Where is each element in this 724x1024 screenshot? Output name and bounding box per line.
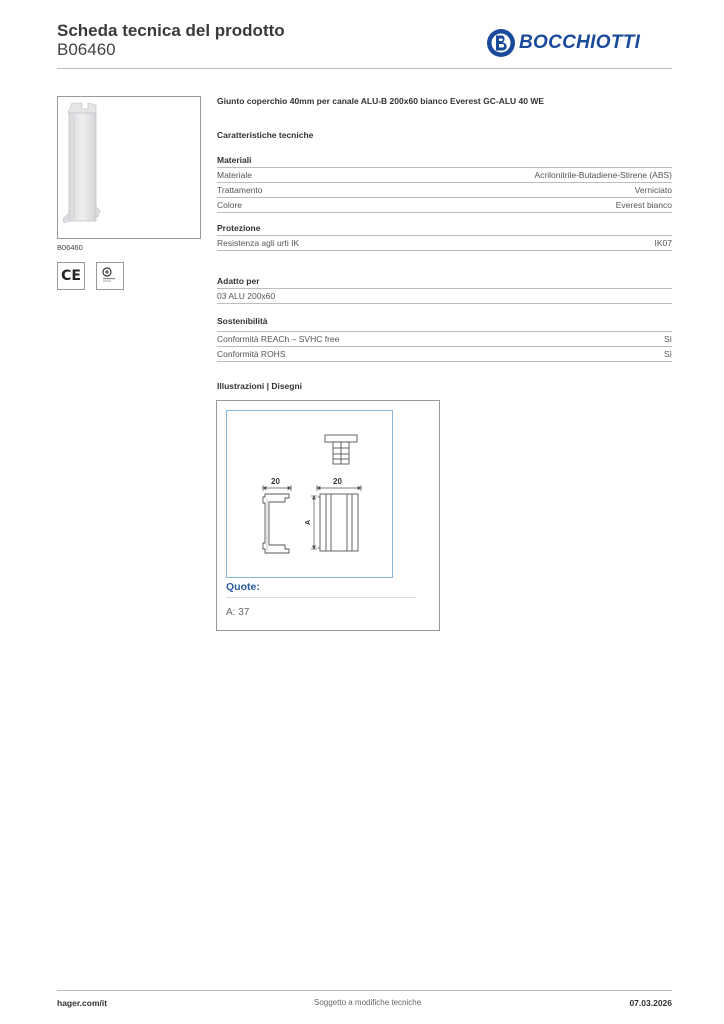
section-divider: [217, 212, 672, 213]
certification-mark-icon: [100, 266, 120, 286]
spec-key: Conformità ROHS: [217, 349, 286, 359]
spec-row-adatto: [217, 288, 672, 303]
section-divider: [217, 303, 672, 304]
spec-key: Trattamento: [217, 185, 263, 195]
spec-value: Sì: [663, 349, 672, 359]
brand-name: BOCCHIOTTI: [519, 32, 641, 53]
spec-value: Acrilonitrile-Butadiene-Stirene (ABS): [534, 170, 672, 180]
section-title-adatto-per: Adatto per: [217, 276, 260, 286]
dimension-right-label: 20: [333, 477, 342, 486]
spec-value: Everest bianco: [615, 200, 672, 210]
dimension-left-label: 20: [271, 477, 280, 486]
footer-divider: [57, 990, 672, 991]
spec-value: Verniciato: [634, 185, 672, 195]
section-divider: [217, 361, 672, 362]
dimension-a-label: A: [305, 519, 312, 525]
front-view: [318, 494, 358, 551]
technical-drawing: [227, 411, 392, 577]
section-divider: [217, 250, 672, 251]
product-image-caption: B06460: [57, 243, 83, 252]
product-photo-icon: [58, 97, 200, 238]
brand-logo: [486, 28, 640, 58]
section-title-materiali: Materiali: [217, 155, 252, 165]
spec-row-colore: [217, 197, 672, 212]
product-image: [57, 96, 201, 239]
ce-mark-badge: CE: [57, 262, 85, 290]
spec-key: Colore: [217, 200, 243, 210]
section-title-protezione: Protezione: [217, 223, 261, 233]
product-code-heading: B06460: [57, 40, 116, 59]
certification-badge: [96, 262, 124, 290]
top-view-part: [325, 435, 357, 464]
quote-label: Quote:: [226, 581, 260, 593]
spec-row-trattamento: [217, 182, 672, 197]
technical-drawing-box: [216, 400, 440, 631]
section-title-sostenibilita: Sostenibilità: [217, 316, 268, 326]
spec-key: Resistenza agli urti IK: [217, 238, 300, 248]
product-description: Giunto coperchio 40mm per canale ALU-B 200x60 bianco Everest GC-ALU 40 WE: [217, 96, 545, 106]
header-divider: [57, 68, 672, 69]
technical-drawing-frame: [226, 410, 393, 578]
footer-website: hager.com/it: [57, 998, 108, 1008]
spec-value: Sì: [663, 334, 672, 344]
quote-divider: [226, 597, 416, 598]
spec-value: IK07: [654, 238, 672, 248]
spec-key: Materiale: [217, 170, 252, 180]
spec-key: Conformità REACh – SVHC free: [217, 334, 340, 344]
page-title: Scheda tecnica del prodotto: [57, 21, 285, 40]
quote-value: A: 37: [226, 607, 250, 618]
specs-title: Caratteristiche tecniche: [217, 130, 314, 140]
spec-row-materiale: [217, 167, 672, 182]
illustrations-title: Illustrazioni | Disegni: [217, 381, 303, 391]
footer-disclaimer: Soggetto a modifiche tecniche: [314, 998, 422, 1007]
spec-key: 03 ALU 200x60: [217, 291, 276, 301]
spec-row-rohs: [217, 346, 672, 361]
bocchiotti-logo-icon: [486, 28, 516, 58]
footer-date: 07.03.2026: [629, 998, 672, 1008]
spec-row-reach: [217, 331, 672, 346]
spec-row-resistenza-urti: [217, 235, 672, 250]
